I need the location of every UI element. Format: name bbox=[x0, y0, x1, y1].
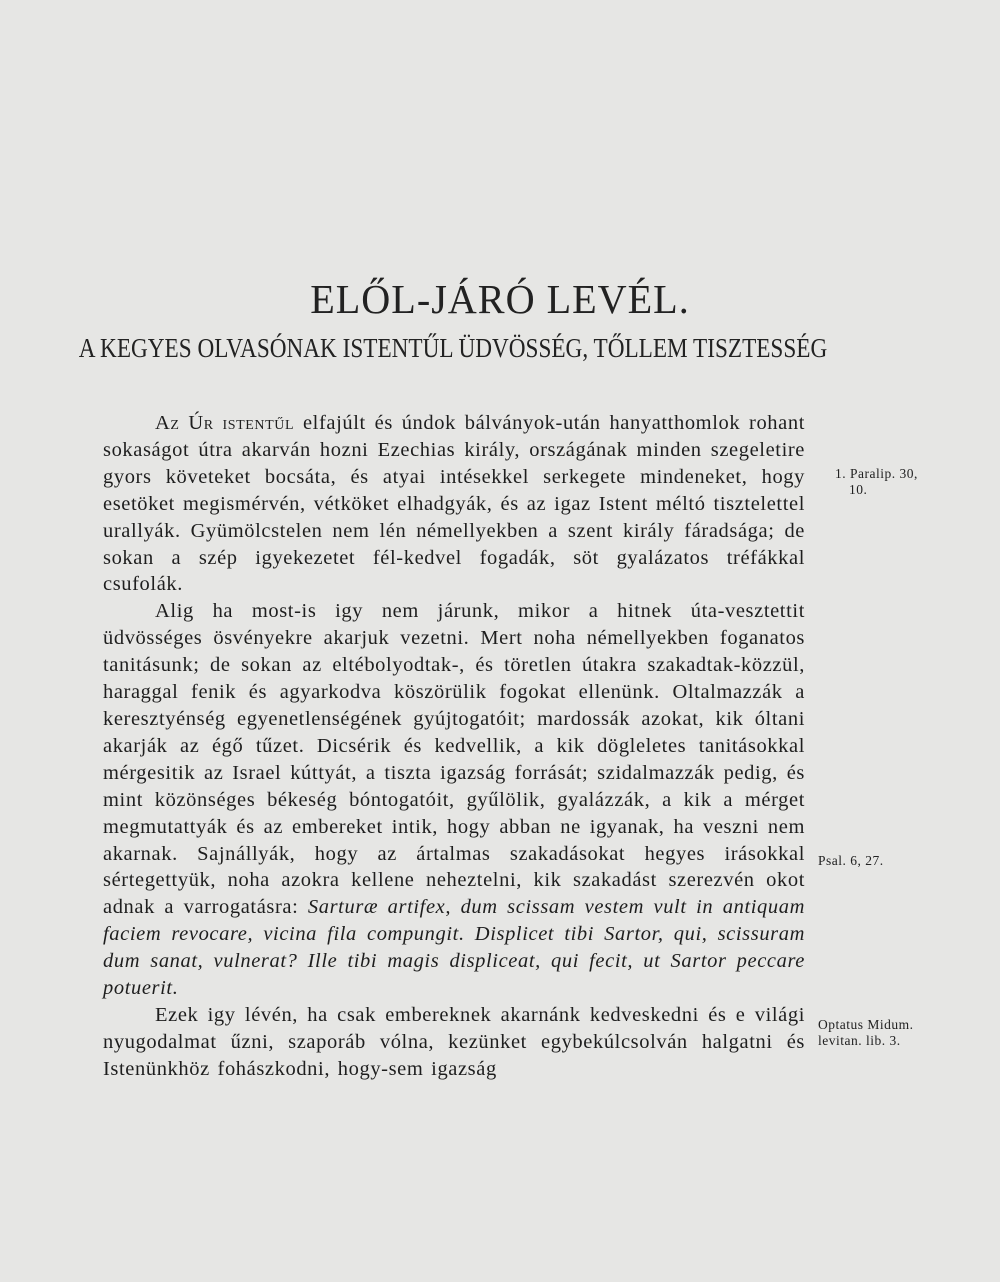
paragraph-2-text: Alig ha most-is igy nem járunk, mikor a hitnek úta-vesztettit üdvösséges ösvényekre akarjuk vezetni. Mert noha némellyekben foganatos tanitásunk; de sokan az eltébolyodtak-, és töretlen útakra szakadtak-közzül, haraggal fenik és agyarkodva köszörülik fogokat ellenünk. Oltalmazzák a keresztyénség egyenetlenségének gyújtogatóit; mardossák azokat, kik óltani akarják az égő tűzet. Dicsérik és kedvellik, a kik dögleletes tanitásokkal mérgesitik az Israel kúttyát, a tiszta igazság forrását; szidalmazzák pedig, és mint közönséges békeség bóntogatóit, gyűlölik, gyalázzák, a kik a mérget megmutattyák és az embereket intik, hogy abban ne igyanak, ha veszni nem akarnak. Sajnállyák, hogy az ártalmas szakadásokat hegyes irásokkal sértegettyük, noha azokra kellene neheztelni, kik szakadást szerezvén okot adnak a varrogatásra: bbox=[103, 600, 805, 919]
margin-note-paralip-line2: 10. bbox=[849, 482, 868, 497]
paragraph-1 bbox=[103, 410, 805, 598]
margin-note-psal: Psal. 6, 27. bbox=[818, 853, 884, 868]
latin-quote: Sarturæ artifex, dum scissam vestem vult in antiquam faciem revocare, vicina fila compungit. Displicet tibi Sartor, qui, scissuram dum sanat, vulnerat? Ille tibi magis displiceat, qui fecit, ut Sartor peccare potuerit. bbox=[103, 896, 805, 1000]
margin-note-paralip-line1: 1. Paralip. 30, bbox=[835, 466, 918, 481]
paragraph-2 bbox=[103, 598, 805, 1002]
paragraph-3-text: Ezek igy lévén, ha csak embereknek akarnánk kedveskedni és e világi nyugodalmat űzni, szaporáb vólna, kezünket egybekúlcsolván halgatni és Istenünkhöz fohászkodni, hogy-sem igazság bbox=[103, 1003, 805, 1080]
page-title: ELŐL-JÁRÓ LEVÉL. bbox=[310, 276, 690, 322]
paragraph-3 bbox=[103, 1002, 805, 1083]
page-subtitle: A KEGYES OLVASÓNAK ISTENTŰL ÜDVÖSSÉG, TŐLLEM TISZTESSÉG bbox=[78, 333, 828, 363]
margin-note-paralip bbox=[835, 466, 918, 498]
paragraph-1-text: elfajúlt és úndok bálványok-után hanyatthomlok rohant sokaságot útra akarván hozni Ezechias király, országának minden szegeletire gyors követeket bocsáta, és atyai intésekkel serkegete mindeneket, hogy esetöket megismérvén, vétköket elhadgyák, és az igaz Istent méltó tisztelettel urallyák. Gyümölcstelen nem lén némellyekben a szent király fáradsága; de sokan a szép igyekezetet fél-kedvel fogadák, söt gyalázatos tréfákkal csufolák. bbox=[103, 412, 805, 596]
margin-note-optatus: Optatus Midum. levitan. lib. 3. bbox=[818, 1017, 914, 1048]
paragraph-1-opening: Az Úr istentűl bbox=[155, 412, 295, 434]
body-text bbox=[103, 410, 805, 1083]
